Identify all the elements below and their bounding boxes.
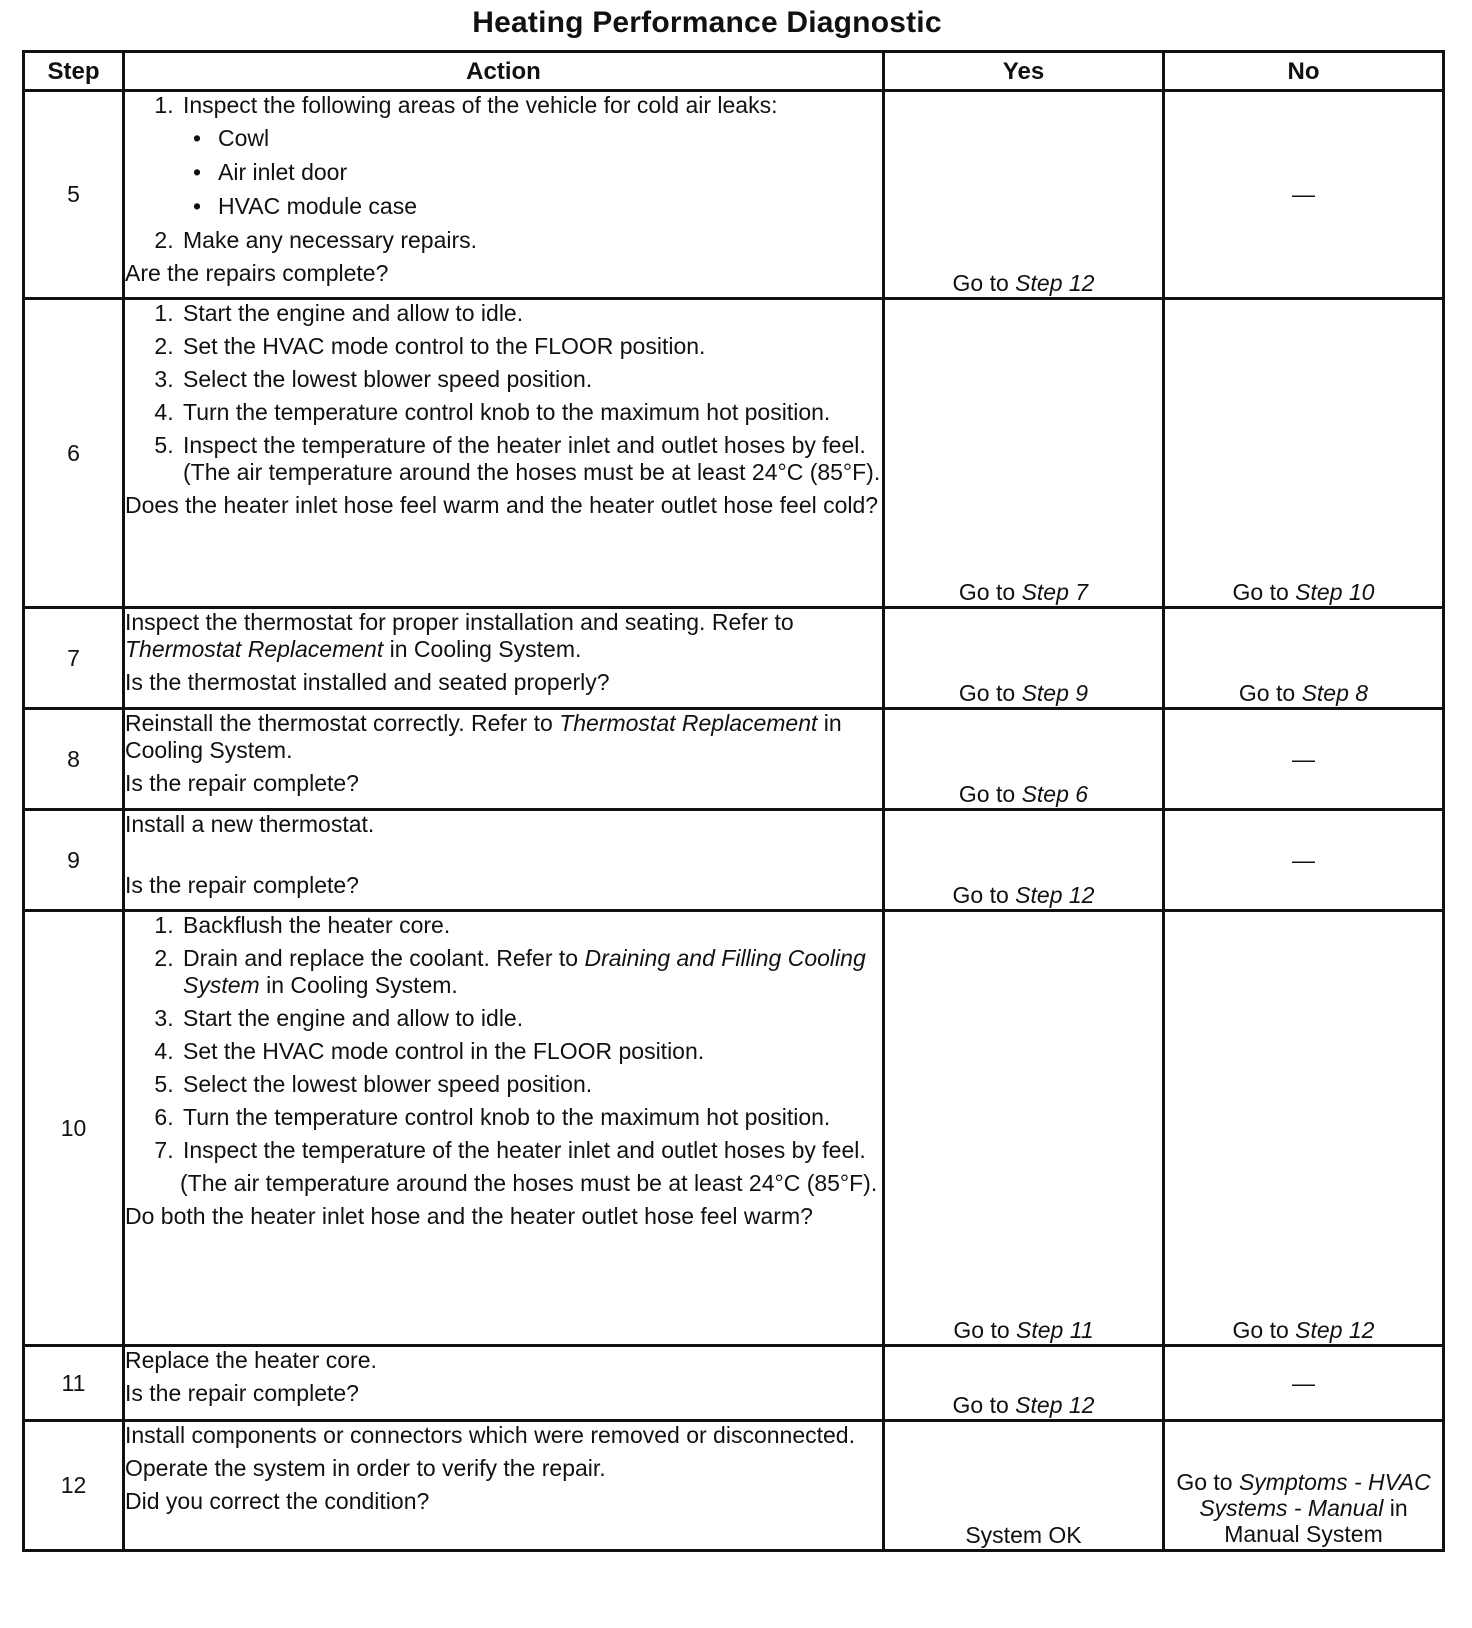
step-reference: Step 12 (1015, 270, 1095, 296)
action-cell (124, 1421, 884, 1551)
yes-cell (884, 810, 1164, 911)
dash-text: — (1292, 846, 1315, 873)
goto-text: Go to (1232, 579, 1296, 605)
goto-text: Go to (952, 1392, 1016, 1418)
list-item (180, 92, 882, 220)
list-item: 3. Select the lowest blower speed position. (180, 366, 882, 393)
question-text: Is the repair complete? (125, 872, 359, 898)
header-step: Step (24, 52, 124, 91)
table-row (24, 1346, 1444, 1421)
reference-link[interactable]: Thermostat Replacement (125, 636, 384, 662)
goto-text: Go to (958, 680, 1022, 706)
goto-text: Go to (1238, 680, 1302, 706)
note-text: (The air temperature around the hoses must be at least 24°C (85°F). (180, 1170, 878, 1196)
action-list (125, 912, 882, 1164)
list-item: 1. Backflush the heater core. (180, 912, 882, 939)
question-text: Is the thermostat installed and seated properly? (125, 669, 610, 695)
yes-cell (884, 299, 1164, 608)
question-text: Are the repairs complete? (125, 260, 389, 286)
step-number: 10 (24, 911, 124, 1346)
step-reference: Step 10 (1295, 579, 1375, 605)
bullet-item: • Air inlet door (215, 159, 882, 186)
table-row (24, 810, 1444, 911)
no-cell (1164, 1421, 1444, 1551)
reference-link[interactable]: Thermostat Replacement (559, 710, 818, 736)
no-cell (1164, 1346, 1444, 1421)
action-text (125, 609, 882, 663)
yes-cell (884, 911, 1164, 1346)
step-number: 6 (24, 299, 124, 608)
action-list (125, 300, 882, 486)
step-reference: Step 7 (1021, 579, 1089, 605)
goto-text: Go to (952, 882, 1016, 908)
step-number: 11 (24, 1346, 124, 1421)
dash-text: — (1292, 181, 1315, 207)
bullet-list (183, 125, 882, 220)
action-cell (124, 91, 884, 299)
list-item: 7. Inspect the temperature of the heater inlet and outlet hoses by feel. (180, 1137, 882, 1164)
list-item-text: Inspect the following areas of the vehicle for cold air leaks: (183, 92, 778, 118)
action-cell (124, 1346, 884, 1421)
action-cell (124, 810, 884, 911)
action-text: Install components or connectors which were removed or disconnected. (125, 1422, 855, 1448)
no-cell (1164, 810, 1444, 911)
result-text: System OK (965, 1522, 1082, 1548)
step-reference: Step 11 (1016, 1317, 1094, 1343)
action-list (125, 92, 882, 254)
dash-text: — (1292, 1369, 1315, 1396)
step-number: 5 (24, 91, 124, 299)
no-cell (1164, 608, 1444, 709)
goto-text: Go to (952, 270, 1016, 296)
step-reference: Step 6 (1021, 781, 1089, 807)
yes-cell (884, 608, 1164, 709)
question-text: Do both the heater inlet hose and the heater outlet hose feel warm? (125, 1203, 813, 1229)
question-text: Is the repair complete? (125, 1380, 359, 1406)
list-item-text: Drain and replace the coolant. Refer to (183, 945, 585, 971)
step-reference: Step 9 (1021, 680, 1089, 706)
action-text: Install a new thermostat. (125, 811, 375, 837)
list-item: 3. Start the engine and allow to idle. (180, 1005, 882, 1032)
table-row (24, 91, 1444, 299)
step-reference: Step 12 (1015, 1392, 1095, 1418)
goto-text: Go to (958, 579, 1022, 605)
list-item: 2. Make any necessary repairs. (180, 227, 882, 254)
list-item: 2. Set the HVAC mode control to the FLOOR position. (180, 333, 882, 360)
yes-cell (884, 91, 1164, 299)
goto-text: Go to (1176, 1469, 1239, 1495)
reference-link[interactable]: Draining and Filling Cooling System (183, 945, 866, 998)
action-cell (124, 299, 884, 608)
action-text (125, 710, 882, 764)
list-item: 1. Start the engine and allow to idle. (180, 300, 882, 327)
action-cell (124, 608, 884, 709)
step-number: 8 (24, 709, 124, 810)
no-cell-text: in Manual System (1224, 1495, 1408, 1547)
header-row (24, 52, 1444, 91)
document-title: Heating Performance Diagnostic (472, 6, 942, 39)
diagnostic-table (22, 50, 1445, 1552)
table-row (24, 299, 1444, 608)
list-item: 5. Inspect the temperature of the heater inlet and outlet hoses by feel. (The air temperature around the hoses must be at least 24°C (85°F). (180, 432, 882, 486)
bullet-item: • Cowl (215, 125, 882, 152)
step-reference: Step 12 (1295, 1317, 1375, 1343)
table-row (24, 608, 1444, 709)
action-text: Operate the system in order to verify the repair. (125, 1455, 606, 1481)
step-reference: Step 12 (1015, 882, 1095, 908)
action-text-part: Reinstall the thermostat correctly. Refer to (125, 710, 560, 736)
action-text-part: in Cooling System. (383, 636, 582, 662)
list-item: 6. Turn the temperature control knob to the maximum hot position. (180, 1104, 882, 1131)
question-text: Did you correct the condition? (125, 1488, 430, 1514)
question-text: Is the repair complete? (125, 770, 359, 796)
table-row (24, 709, 1444, 810)
action-cell (124, 911, 884, 1346)
goto-text: Go to (953, 1317, 1017, 1343)
question-text: Does the heater inlet hose feel warm and the heater outlet hose feel cold? (125, 492, 879, 518)
no-cell (1164, 91, 1444, 299)
step-number: 9 (24, 810, 124, 911)
step-number: 12 (24, 1421, 124, 1551)
list-item (180, 945, 882, 999)
no-cell (1164, 299, 1444, 608)
dash-text: — (1292, 745, 1315, 772)
no-cell (1164, 709, 1444, 810)
action-text: Replace the heater core. (125, 1347, 377, 1373)
list-item-text: in Cooling System. (259, 972, 458, 998)
yes-cell (884, 1421, 1164, 1551)
reference-link[interactable]: Symptoms - HVAC Systems - Manual (1199, 1469, 1431, 1521)
goto-text: Go to (1232, 1317, 1296, 1343)
yes-cell (884, 709, 1164, 810)
list-item: 4. Set the HVAC mode control in the FLOOR position. (180, 1038, 882, 1065)
action-text-part: Inspect the thermostat for proper installation and seating. Refer to (125, 609, 794, 635)
header-no: No (1164, 52, 1444, 91)
header-yes: Yes (884, 52, 1164, 91)
action-text-part: in Cooling System. (125, 710, 842, 763)
table-row (24, 911, 1444, 1346)
list-item: 5. Select the lowest blower speed position. (180, 1071, 882, 1098)
yes-cell (884, 1346, 1164, 1421)
no-cell (1164, 911, 1444, 1346)
header-action: Action (124, 52, 884, 91)
step-number: 7 (24, 608, 124, 709)
step-reference: Step 8 (1301, 680, 1369, 706)
bullet-item: • HVAC module case (215, 193, 882, 220)
action-cell (124, 709, 884, 810)
table-row (24, 1421, 1444, 1551)
goto-text: Go to (958, 781, 1022, 807)
list-item: 4. Turn the temperature control knob to the maximum hot position. (180, 399, 882, 426)
